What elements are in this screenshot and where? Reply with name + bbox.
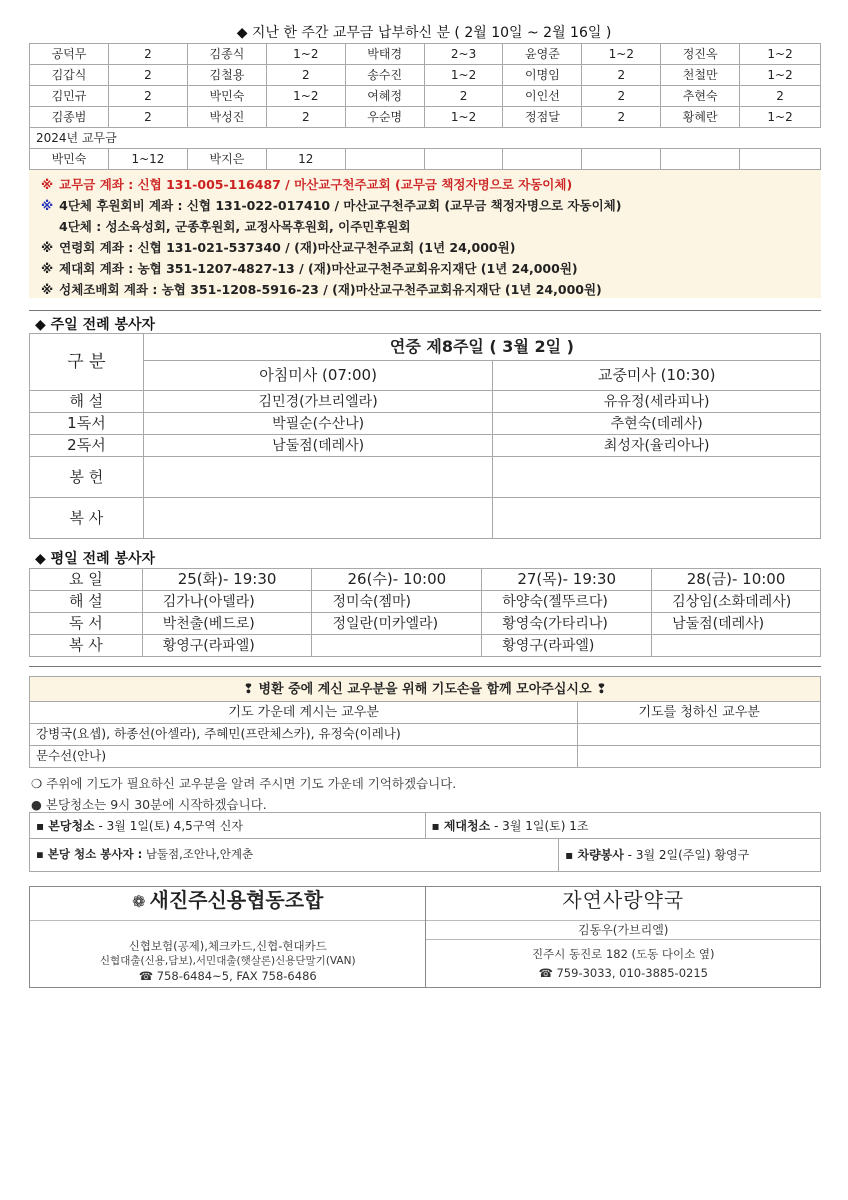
sunday-morning-server: 박필순(수산나)	[143, 413, 493, 435]
account-line	[41, 259, 578, 277]
donation-year-label: 2024년 교무금	[30, 128, 821, 149]
sunday-role: 2독서	[30, 435, 144, 457]
cleaning-volunteers-text: 남둘점,조안나,안계춘	[142, 847, 254, 862]
donor-name: 추현숙	[661, 86, 740, 107]
donor-months: 1~2	[266, 44, 345, 65]
prayer-col1-header: 기도 가운데 계시는 교우분	[30, 702, 578, 724]
weekday-server: 김가나(아델라)	[142, 591, 312, 613]
sunday-main-server	[493, 498, 821, 539]
weekday-server: 황영구(라파엘)	[482, 635, 652, 657]
weekday-server	[312, 635, 482, 657]
donor-months: 2	[266, 107, 345, 128]
pharmacy-address: 진주시 동진로 182 (도동 다이소 옆)	[531, 947, 715, 961]
donor-name	[345, 149, 424, 170]
donor-name: 박태경	[345, 44, 424, 65]
weekday-server: 하양숙(젤뚜르다)	[482, 591, 652, 613]
sunday-morning-server: 김민경(가브리엘라)	[143, 391, 493, 413]
donor-months: 1~2	[266, 86, 345, 107]
prayer-patients: 문수선(안나)	[30, 746, 578, 768]
donor-name: 이인선	[503, 86, 582, 107]
account-line	[41, 175, 572, 193]
sunday-row	[30, 498, 821, 539]
sunday-main-server: 추현숙(데레사)	[493, 413, 821, 435]
vehicle-service	[559, 839, 821, 872]
weekday-server: 남둘점(데레사)	[652, 613, 821, 635]
donor-months: 2	[740, 86, 821, 107]
sunday-morning-server: 남둘점(데레사)	[143, 435, 493, 457]
donor-name: 박민숙	[30, 149, 109, 170]
vehicle-service-text: - 3월 2일(주일) 황영구	[623, 848, 750, 862]
donor-name: 정점달	[503, 107, 582, 128]
prayer-row	[30, 724, 821, 746]
weekday-role: 복 사	[30, 635, 143, 657]
weekday-day-header: 27(목)- 19:30	[482, 569, 652, 591]
sponsor-table	[29, 886, 821, 988]
reference-mark-icon: ※	[41, 198, 54, 213]
sunday-main-server: 유유정(세라피나)	[493, 391, 821, 413]
donor-months: 2	[266, 65, 345, 86]
prayer-row	[30, 746, 821, 768]
donor-months: 2	[108, 107, 187, 128]
donor-months: 2	[108, 44, 187, 65]
weekday-server: 황영숙(가타리나)	[482, 613, 652, 635]
donor-name: 김종식	[187, 44, 266, 65]
sponsor-pharmacy	[426, 887, 821, 988]
donor-name: 김민규	[30, 86, 109, 107]
donation-row	[30, 44, 821, 65]
account-text: 4단체 후원회비 계좌 : 신협 131-022-017410 / 마산교구천주교회 (교무금 책정자명으로 자동이체)	[59, 198, 622, 213]
sunday-week-title: 연중 제8주일 ( 3월 2일 )	[143, 334, 820, 361]
account-info-box	[29, 170, 821, 298]
reference-mark-icon: ※	[41, 240, 54, 255]
donation-year-row	[30, 149, 821, 170]
donor-months: 2	[582, 65, 661, 86]
prayer-patients: 강병국(요셉), 하종선(아셀라), 주혜민(프란체스카), 유정숙(이레나)	[30, 724, 578, 746]
sunday-row	[30, 391, 821, 413]
prayer-col2-header: 기도를 청하신 교우분	[578, 702, 821, 724]
weekday-header-label: 요 일	[30, 569, 143, 591]
donor-name: 여혜정	[345, 86, 424, 107]
mass-morning-header: 아침미사 (07:00)	[143, 361, 493, 391]
gubun-header: 구 분	[30, 334, 144, 391]
donation-row	[30, 65, 821, 86]
donor-name	[661, 149, 740, 170]
donor-months: 1~2	[582, 44, 661, 65]
sunday-morning-server	[143, 457, 493, 498]
weekday-row	[30, 591, 821, 613]
reference-mark-icon: ※	[41, 177, 54, 192]
sunday-role: 해 설	[30, 391, 144, 413]
prayer-title: ❢ 병환 중에 계신 교우분을 위해 기도손을 함께 모아주십시오 ❢	[30, 677, 821, 702]
weekday-server: 김상임(소화데레사)	[652, 591, 821, 613]
weekday-server: 박천출(베드로)	[142, 613, 312, 635]
cleaning-church-text: - 3월 1일(토) 4,5구역 신자	[94, 818, 243, 833]
weekday-servers-table	[29, 568, 821, 657]
donor-name: 박성진	[187, 107, 266, 128]
weekday-server: 정미숙(젬마)	[312, 591, 482, 613]
weekday-role: 해 설	[30, 591, 143, 613]
donor-months: 1~2	[424, 65, 503, 86]
prayer-table	[29, 676, 821, 768]
account-text: 연령회 계좌 : 신협 131-021-537340 / (재)마산교구천주교회 (1년 24,000원)	[59, 240, 516, 255]
sponsor-credit-union	[30, 887, 426, 988]
donation-table	[29, 43, 821, 170]
sunday-main-server	[493, 457, 821, 498]
donor-months: 2	[108, 86, 187, 107]
sunday-role: 1독서	[30, 413, 144, 435]
sunday-role: 봉 헌	[30, 457, 144, 498]
pharmacy-phone: ☎ 759-3033, 010-3885-0215	[538, 966, 708, 980]
weekday-day-header: 25(화)- 19:30	[142, 569, 312, 591]
donation-title: ◆ 지난 한 주간 교무금 납부하신 분 ( 2월 10일 ~ 2월 16일 )	[236, 25, 612, 41]
donor-months: 2	[424, 86, 503, 107]
donor-months: 1~12	[108, 149, 187, 170]
weekday-header-row	[30, 569, 821, 591]
note-cleaning: ● 본당청소는 9시 30분에 시작하겠습니다.	[31, 797, 267, 812]
account-text: 교무금 계좌 : 신협 131-005-116487 / 마산교구천주교회 (교무금 책정자명으로 자동이체)	[59, 177, 573, 192]
donor-months: 2	[582, 86, 661, 107]
reference-mark-icon: ※	[41, 261, 54, 276]
donor-name: 이명임	[503, 65, 582, 86]
weekday-server: 정일란(미카엘라)	[312, 613, 482, 635]
note-prayer: ❍ 주위에 기도가 필요하신 교우분을 알려 주시면 기도 가운데 기억하겠습니다.	[31, 776, 457, 791]
sunday-role: 복 사	[30, 498, 144, 539]
donor-name: 황혜란	[661, 107, 740, 128]
donor-name: 송수진	[345, 65, 424, 86]
donor-months: 2	[582, 107, 661, 128]
donor-name: 정진옥	[661, 44, 740, 65]
credit-union-line-3: ☎ 758-6484~5, FAX 758-6486	[138, 969, 317, 983]
credit-union-line-2: 신협대출(신용,담보),서민대출(햇살론)신용단말기(VAN)	[99, 955, 356, 967]
donor-name: 윤영준	[503, 44, 582, 65]
account-line	[41, 280, 602, 298]
donor-name: 김갑식	[30, 65, 109, 86]
cleaning-volunteers	[30, 839, 559, 872]
account-text: 4단체 : 성소육성회, 군종후원회, 교정사목후원회, 이주민후원회	[59, 219, 411, 234]
donor-months: 2	[108, 65, 187, 86]
donor-months: 1~2	[740, 65, 821, 86]
weekday-row	[30, 635, 821, 657]
cleaning-church	[30, 813, 426, 839]
donor-months	[740, 149, 821, 170]
weekday-server	[652, 635, 821, 657]
donor-months: 1~2	[424, 107, 503, 128]
cleaning-altar	[425, 813, 820, 839]
weekday-section-title: ◆ 평일 전례 봉사자	[35, 551, 156, 567]
account-line	[59, 217, 411, 235]
donor-name	[503, 149, 582, 170]
account-line	[41, 238, 515, 256]
donor-months	[582, 149, 661, 170]
cleaning-church-label: ▪ 본당청소	[36, 818, 95, 833]
credit-union-logo-icon: ❁	[132, 892, 146, 911]
donor-months: 1~2	[740, 44, 821, 65]
sunday-row	[30, 413, 821, 435]
pharmacy-name: 자연사랑약국	[562, 888, 685, 912]
pharmacy-owner: 김동우(가브리엘)	[577, 923, 669, 937]
mass-main-header: 교중미사 (10:30)	[493, 361, 821, 391]
donation-row	[30, 107, 821, 128]
account-line	[41, 196, 621, 214]
weekday-server: 황영구(라파엘)	[142, 635, 312, 657]
weekday-role: 독 서	[30, 613, 143, 635]
sunday-servers-table	[29, 333, 821, 539]
cleaning-volunteers-label: ▪ 본당 청소 봉사자 :	[36, 847, 143, 862]
weekday-row	[30, 613, 821, 635]
donor-months: 12	[266, 149, 345, 170]
credit-union-name-row	[30, 890, 425, 910]
donor-name: 박지은	[187, 149, 266, 170]
vehicle-service-label: ▪ 차량봉사	[565, 848, 624, 862]
donation-year-label-row	[30, 128, 821, 149]
donor-name: 우순명	[345, 107, 424, 128]
account-text: 제대회 계좌 : 농협 351-1207-4827-13 / (재)마산교구천주교회유지재단 (1년 24,000원)	[59, 261, 578, 276]
weekday-day-header: 28(금)- 10:00	[652, 569, 821, 591]
prayer-requester	[578, 724, 821, 746]
weekday-day-header: 26(수)- 10:00	[312, 569, 482, 591]
sunday-row	[30, 457, 821, 498]
cleaning-altar-text: - 3월 1일(토) 1조	[490, 818, 589, 833]
prayer-requester	[578, 746, 821, 768]
donor-name: 천철만	[661, 65, 740, 86]
donor-months	[424, 149, 503, 170]
account-text: 성체조배회 계좌 : 농협 351-1208-5916-23 / (재)마산교구천주교회유지재단 (1년 24,000원)	[59, 282, 602, 297]
sunday-section-title: ◆ 주일 전례 봉사자	[35, 317, 156, 333]
credit-union-line-1: 신협보험(공제),체크카드,신협-현대카드	[128, 939, 327, 953]
cleaning-table	[29, 812, 821, 872]
donor-name: 김철용	[187, 65, 266, 86]
donor-months: 2~3	[424, 44, 503, 65]
sunday-main-server: 최성자(율리아나)	[493, 435, 821, 457]
donor-name: 김종범	[30, 107, 109, 128]
donation-row	[30, 86, 821, 107]
donor-name: 공덕무	[30, 44, 109, 65]
reference-mark-icon: ※	[41, 282, 54, 297]
sunday-morning-server	[143, 498, 493, 539]
donor-name: 박민숙	[187, 86, 266, 107]
cleaning-altar-label: ▪ 제대청소	[431, 818, 491, 833]
donor-months: 1~2	[740, 107, 821, 128]
credit-union-name: 새진주신용협동조합	[149, 888, 324, 912]
sunday-row	[30, 435, 821, 457]
